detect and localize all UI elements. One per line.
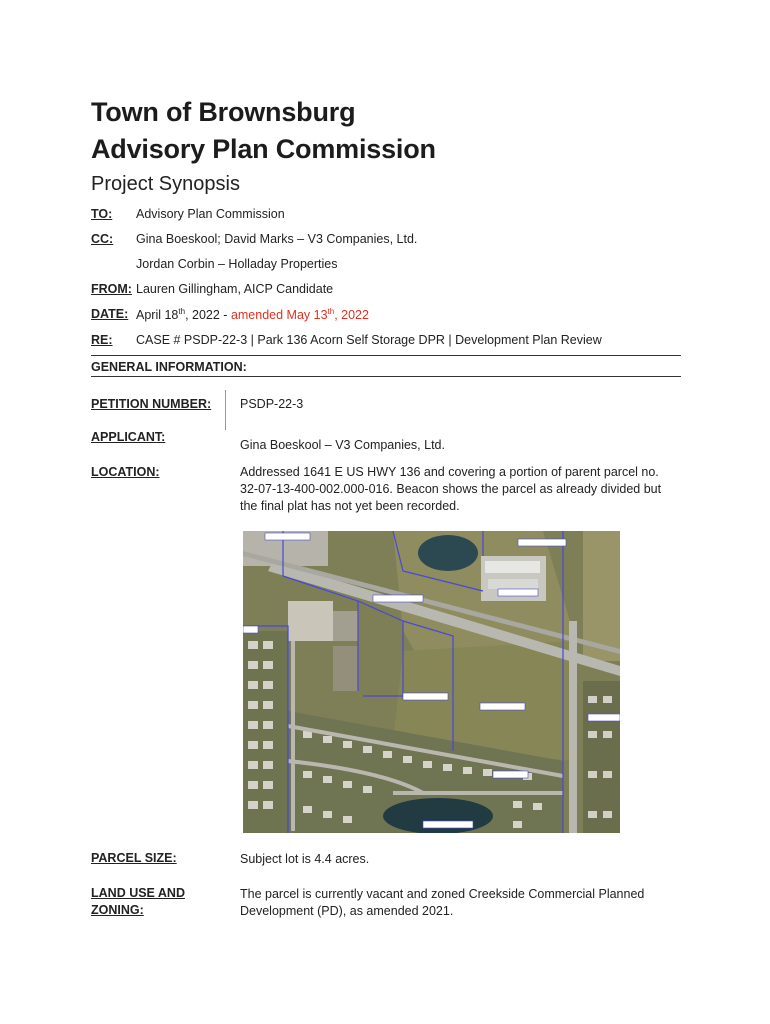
from-label: FROM:	[91, 282, 132, 296]
date-label: DATE:	[91, 307, 129, 321]
parcel-size-value: Subject lot is 4.4 acres.	[240, 852, 370, 866]
divider-top	[91, 355, 681, 356]
applicant-value: Gina Boeskool – V3 Companies, Ltd.	[240, 438, 445, 452]
amended-date: amended May 13th, 2022	[230, 307, 369, 323]
date-value: April 18th, 2022 - amended May 13th, 2022	[136, 307, 369, 323]
page-title-line2: Advisory Plan Commission	[91, 134, 436, 164]
re-value: CASE # PSDP-22-3 | Park 136 Acorn Self Storage DPR | Development Plan Review	[136, 333, 602, 347]
general-information-heading: GENERAL INFORMATION:	[91, 360, 247, 374]
page-title-line1: Town of Brownsburg	[91, 97, 356, 127]
cc-label: CC:	[91, 232, 114, 246]
parcel-size-label: PARCEL SIZE:	[91, 851, 177, 865]
cc-value-line2: Jordan Corbin – Holladay Properties	[136, 257, 338, 271]
land-use-label-line2: ZONING:	[91, 903, 144, 917]
petition-number-value: PSDP-22-3	[240, 397, 304, 411]
applicant-label: APPLICANT:	[91, 430, 166, 444]
to-label: TO:	[91, 207, 113, 221]
petition-number-label: PETITION NUMBER:	[91, 397, 212, 411]
location-label: LOCATION:	[91, 465, 160, 479]
re-label: RE:	[91, 333, 113, 347]
cc-value-line1: Gina Boeskool; David Marks – V3 Companies, Ltd.	[136, 232, 418, 246]
location-value: Addressed 1641 E US HWY 136 and covering a portion of parent parcel no. 32-07-13-400-002.000-016. Beacon shows the parcel as already divided but the final plat has not yet been recorded.	[240, 465, 662, 513]
column-divider	[225, 390, 226, 430]
page-subtitle: Project Synopsis	[91, 173, 240, 195]
land-use-label-line1: LAND USE AND	[91, 886, 185, 900]
to-value: Advisory Plan Commission	[136, 207, 285, 221]
from-value: Lauren Gillingham, AICP Candidate	[136, 282, 334, 296]
divider-bottom	[91, 376, 681, 377]
land-use-value: The parcel is currently vacant and zoned Creekside Commercial Planned Development (PD), as amended 2021.	[240, 887, 645, 918]
aerial-parcel-map	[243, 531, 620, 833]
